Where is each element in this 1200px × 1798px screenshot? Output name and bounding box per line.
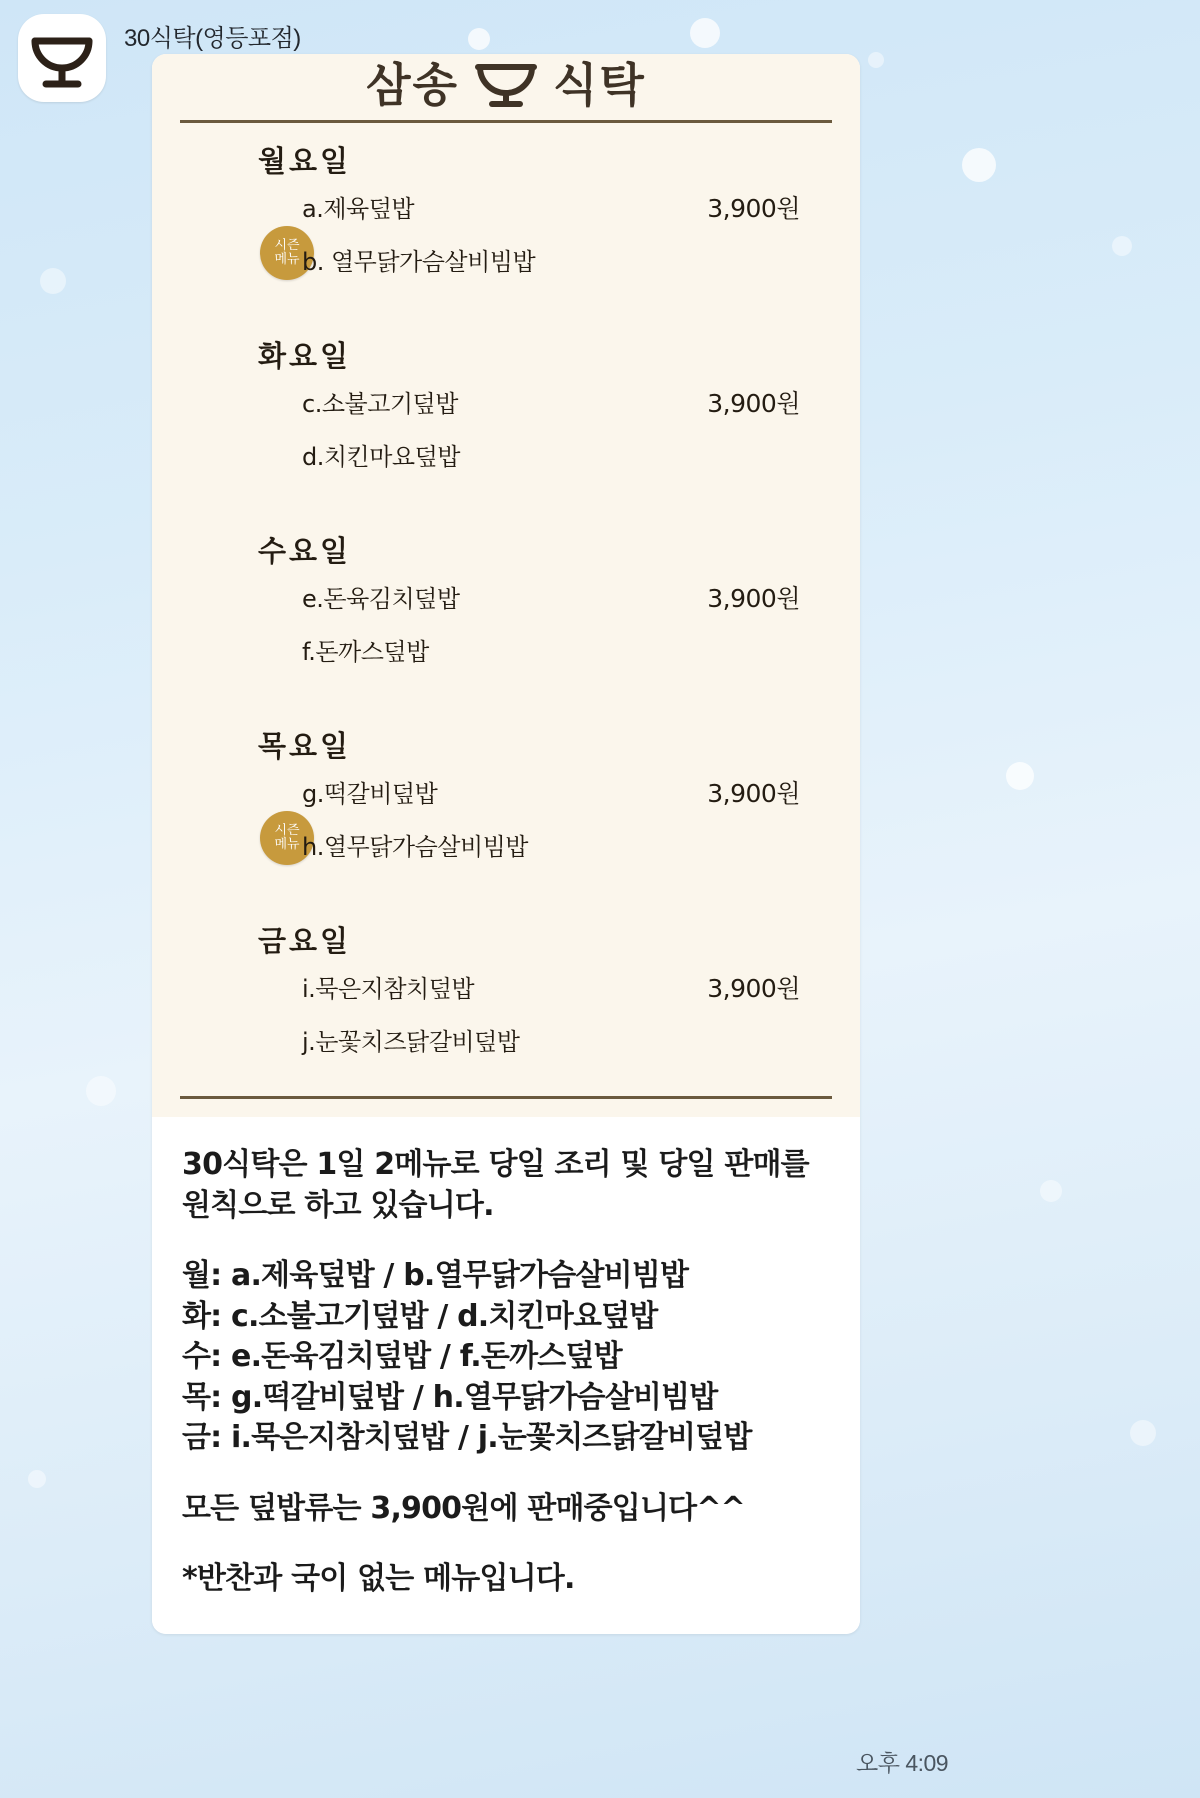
- menu-item: [302, 233, 860, 286]
- menu-item-name: a.제육덮밥: [302, 195, 415, 223]
- menu-item: [302, 180, 860, 233]
- menu-item-name: c.소불고기덮밥: [302, 390, 458, 418]
- menu-poster: [152, 54, 860, 1117]
- sender-name: 30식탁(영등포점): [124, 25, 301, 52]
- season-badge-line1: 시즌: [274, 823, 300, 839]
- menu-price: 3,900원: [707, 778, 800, 808]
- divider-bottom: [180, 1096, 832, 1099]
- day-block-tuesday: [152, 292, 860, 487]
- menu-item: [302, 428, 860, 481]
- menu-item: [302, 960, 860, 1013]
- schedule-line-tue: 화: c.소불고기덮밥 / d.치킨마요덮밥: [182, 1298, 658, 1334]
- menu-price: 3,900원: [707, 583, 800, 613]
- schedule-line-mon: 월: a.제육덮밥 / b.열무닭가슴살비빔밥: [182, 1258, 689, 1293]
- schedule-line-thu: 목: g.떡갈비덮밥 / h.열무닭가슴살비빔밥: [182, 1379, 718, 1415]
- bowl-logo-icon: [29, 27, 95, 89]
- intro-line-2: 원칙으로 하고 있습니다.: [182, 1187, 494, 1223]
- description-panel: [152, 1117, 860, 1634]
- day-block-wednesday: [152, 487, 860, 682]
- intro-line-1: 30식탁은 1일 2메뉴로 당일 조리 및 당일 판매를: [182, 1147, 809, 1182]
- menu-price: 3,900원: [707, 193, 800, 223]
- message-timestamp: 오후 4:09: [856, 1750, 949, 1776]
- menu-item-name: j.눈꽃치즈닭갈비덮밥: [302, 1028, 520, 1056]
- day-block-friday: [152, 877, 860, 1072]
- poster-title: [152, 54, 860, 116]
- day-label: 목요일: [258, 729, 352, 763]
- day-label: 화요일: [258, 339, 352, 373]
- menu-item: [302, 570, 860, 623]
- footnote: *반찬과 국이 없는 메뉴입니다.: [182, 1561, 575, 1596]
- day-block-thursday: [152, 682, 860, 877]
- day-label: 월요일: [258, 144, 352, 178]
- poster-title-right: 식탁: [553, 58, 646, 112]
- menu-item: [302, 818, 860, 871]
- day-label: 수요일: [258, 534, 352, 568]
- image-message-bubble[interactable]: [152, 54, 860, 1634]
- season-badge-line1: 시즌: [274, 238, 300, 254]
- bowl-logo-icon: [473, 56, 539, 108]
- menu-item-name: i.묵은지참치덮밥: [302, 975, 475, 1003]
- menu-item-name: d.치킨마요덮밥: [302, 443, 460, 471]
- menu-price: 3,900원: [707, 388, 800, 418]
- day-label: 금요일: [258, 924, 352, 958]
- avatar[interactable]: [18, 14, 106, 102]
- menu-item: [302, 765, 860, 818]
- menu-item-name: g.떡갈비덮밥: [302, 780, 438, 808]
- menu-item-name: b. 열무닭가슴살비빔밥: [302, 248, 536, 276]
- menu-item-name: e.돈육김치덮밥: [302, 585, 460, 613]
- day-block-monday: [152, 123, 860, 292]
- season-badge-line2: 메뉴: [274, 837, 300, 852]
- price-note: 모든 덮밥류는 3,900원에 판매중입니다^^: [182, 1490, 746, 1526]
- menu-price: 3,900원: [707, 973, 800, 1003]
- menu-item-name: h.열무닭가슴살비빔밥: [302, 833, 528, 861]
- menu-item: [302, 375, 860, 428]
- menu-item-name: f.돈까스덮밥: [302, 638, 429, 666]
- menu-item: [302, 623, 860, 676]
- schedule-line-fri: 금: i.묵은지참치덮밥 / j.눈꽃치즈닭갈비덮밥: [182, 1420, 752, 1455]
- menu-item: [302, 1013, 860, 1066]
- season-badge-line2: 메뉴: [274, 252, 300, 267]
- poster-title-left: 삼송: [366, 58, 459, 112]
- schedule-line-wed: 수: e.돈육김치덮밥 / f.돈까스덮밥: [182, 1339, 622, 1374]
